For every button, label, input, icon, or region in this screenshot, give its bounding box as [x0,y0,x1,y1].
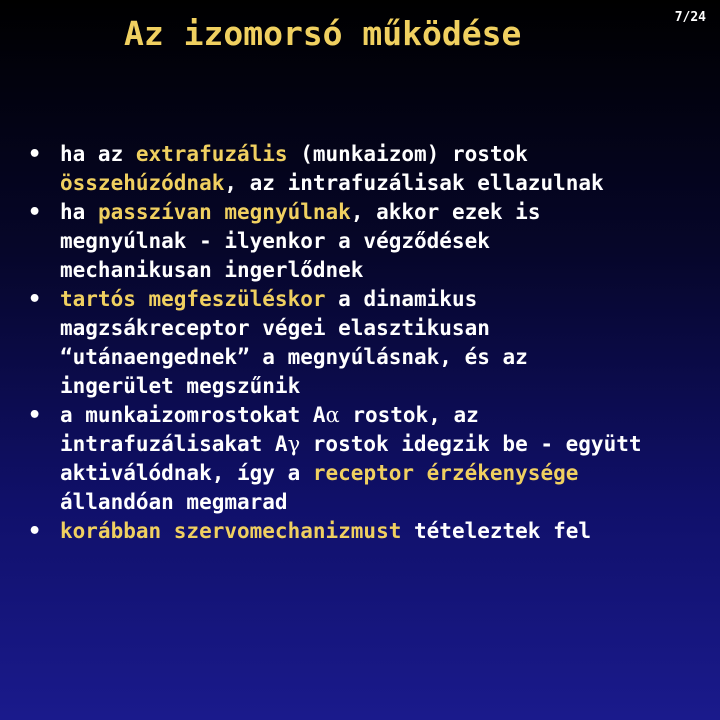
bullet-icon: • [28,403,42,428]
greek-symbol: γ [287,432,301,456]
page-number: 7/24 [674,10,706,25]
bullet-item [26,198,716,285]
bullet-text: (munkaizom) rostok [300,142,528,166]
bullet-text: rostok, az intrafuzálisakat A [60,403,479,456]
highlighted-text: tartós megfeszüléskor [60,287,326,311]
bullet-icon: • [28,287,42,312]
bullet-icon: • [28,142,42,167]
bullet-item [26,401,716,517]
bullet-icon: • [28,519,42,544]
bullet-text: , akkor ezek is megnyúlnak - ilyenkor a végződések mechanikusan ingerlődnek [60,200,541,282]
bullet-text: a munkaizomrostokat A [60,403,326,427]
bullet-list [26,140,716,546]
bullet-text: állandóan megmarad [60,490,288,514]
highlighted-text: passzívan megnyúlnak [97,200,351,224]
bullet-text: a dinamikus magzsákreceptor végei elasztikusan “utánaengednek” a megnyúlásnak, és az ingerület megszűnik [60,287,528,398]
highlighted-text: extrafuzális [135,142,288,166]
bullet-icon: • [28,200,42,225]
bullet-item [26,285,716,401]
bullet-item [26,140,716,198]
bullet-text: ha az [60,142,136,166]
highlighted-text: korábban szervomechanizmust [60,519,402,543]
highlighted-text: összehúzódnak [60,171,225,195]
bullet-text: , az intrafuzálisak ellazulnak [224,171,604,195]
bullet-text: rostok idegzik be - együtt aktiválódnak, így a [60,432,642,485]
highlighted-text: receptor érzékenysége [312,461,579,485]
bullet-item [26,517,716,546]
slide-title: Az izomorsó működése [124,14,522,53]
bullet-text: ha [60,200,98,224]
greek-symbol: α [325,403,340,427]
bullet-text: tételeztek fel [401,519,592,543]
